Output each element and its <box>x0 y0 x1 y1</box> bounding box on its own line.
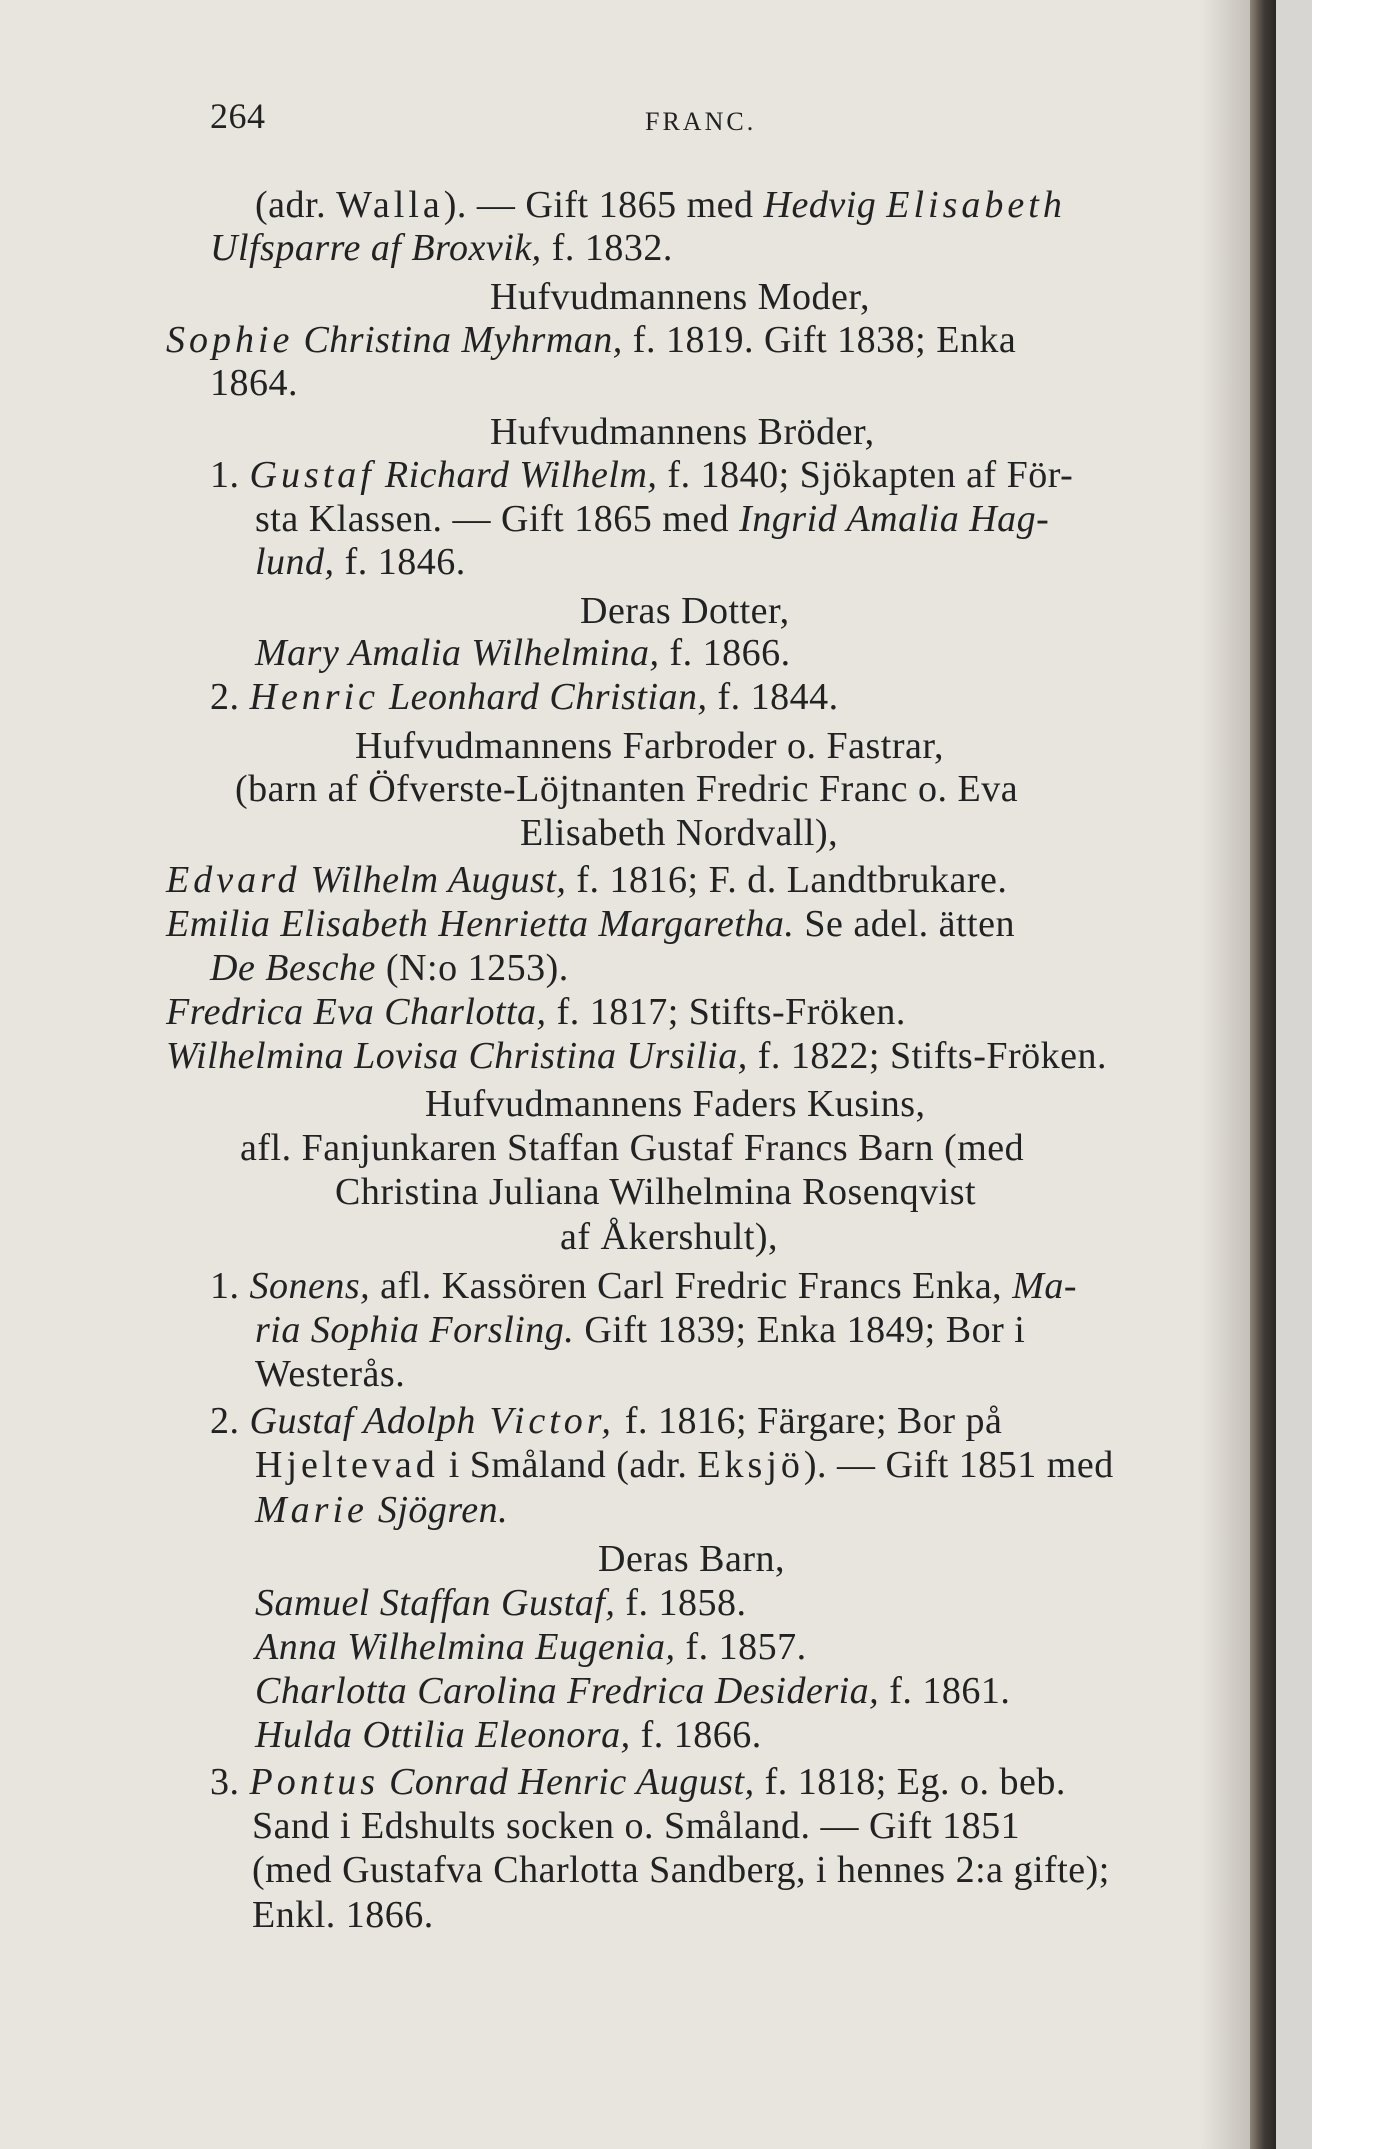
page-number: 264 <box>210 96 266 136</box>
section-heading: Hufvudmannens Farbroder o. Fastrar, <box>355 725 945 767</box>
text-line: Westerås. <box>255 1353 406 1395</box>
text-line: af Åkershult), <box>560 1216 779 1258</box>
text-line: Enkl. 1866. <box>252 1894 434 1936</box>
text-line: Sand i Edshults socken o. Småland. — Gift 1851 <box>252 1805 1021 1847</box>
text-line: Fredrica Eva Charlotta, f. 1817; Stifts-Fröken. <box>166 991 906 1033</box>
text-line: afl. Fanjunkaren Staffan Gustaf Francs Barn (med <box>240 1127 1025 1169</box>
text-line: Ulfsparre af Broxvik, f. 1832. <box>210 227 673 269</box>
text-line: Mary Amalia Wilhelmina, f. 1866. <box>255 632 791 674</box>
text-line: Marie Sjögren. <box>255 1489 509 1531</box>
text-line: Edvard Wilhelm August, f. 1816; F. d. Landtbrukare. <box>166 859 1008 901</box>
text-line: Sophie Christina Myhrman, f. 1819. Gift 1838; Enka <box>166 319 1017 361</box>
section-heading: Deras Dotter, <box>580 590 790 632</box>
text-line: Wilhelmina Lovisa Christina Ursilia, f. 1822; Stifts-Fröken. <box>166 1035 1108 1077</box>
text-line: Hulda Ottilia Eleonora, f. 1866. <box>255 1714 762 1756</box>
page-gutter-shadow <box>1200 0 1250 2149</box>
text-line: Anna Wilhelmina Eugenia, f. 1857. <box>255 1626 807 1668</box>
text-line: ria Sophia Forsling. Gift 1839; Enka 1849; Bor i <box>255 1309 1026 1351</box>
text-line: (barn af Öfverste-Löjtnanten Fredric Franc o. Eva <box>235 768 1019 810</box>
text-line: 2. Henric Leonhard Christian, f. 1844. <box>210 676 839 718</box>
text-line: 2. Gustaf Adolph Victor, f. 1816; Färgare; Bor på <box>210 1400 1003 1442</box>
running-title: FRANC. <box>645 107 757 136</box>
text-line: sta Klassen. — Gift 1865 med Ingrid Amalia Hag- <box>255 498 1050 540</box>
text-line: Emilia Elisabeth Henrietta Margaretha. Se adel. ätten <box>166 903 1015 945</box>
section-heading: Deras Barn, <box>598 1538 785 1580</box>
text-line: (adr. Walla). — Gift 1865 med Hedvig Elisabeth <box>255 184 1066 226</box>
section-heading: Hufvudmannens Moder, <box>490 276 870 318</box>
section-heading: Hufvudmannens Faders Kusins, <box>425 1083 926 1125</box>
text-line: Elisabeth Nordvall), <box>520 812 839 854</box>
page-margin-right <box>1276 0 1312 2149</box>
text-line: De Besche (N:o 1253). <box>210 947 569 989</box>
section-heading: Hufvudmannens Bröder, <box>490 411 875 453</box>
book-spine-edge <box>1250 0 1276 2149</box>
text-line: 1. Sonens, afl. Kassören Carl Fredric Francs Enka, Ma- <box>210 1265 1077 1307</box>
text-line: Hjeltevad i Småland (adr. Eksjö). — Gift 1851 med <box>255 1444 1114 1486</box>
text-line: Samuel Staffan Gustaf, f. 1858. <box>255 1582 747 1624</box>
text-line: lund, f. 1846. <box>255 541 466 583</box>
text-line: 1864. <box>210 362 298 404</box>
text-line: 1. Gustaf Richard Wilhelm, f. 1840; Sjökapten af För- <box>210 454 1074 496</box>
text-line: 3. Pontus Conrad Henric August, f. 1818; Eg. o. beb. <box>210 1761 1066 1803</box>
text-line: Christina Juliana Wilhelmina Rosenqvist <box>335 1171 977 1213</box>
text-line: Charlotta Carolina Fredrica Desideria, f. 1861. <box>255 1670 1011 1712</box>
text-line: (med Gustafva Charlotta Sandberg, i hennes 2:a gifte); <box>252 1849 1110 1891</box>
